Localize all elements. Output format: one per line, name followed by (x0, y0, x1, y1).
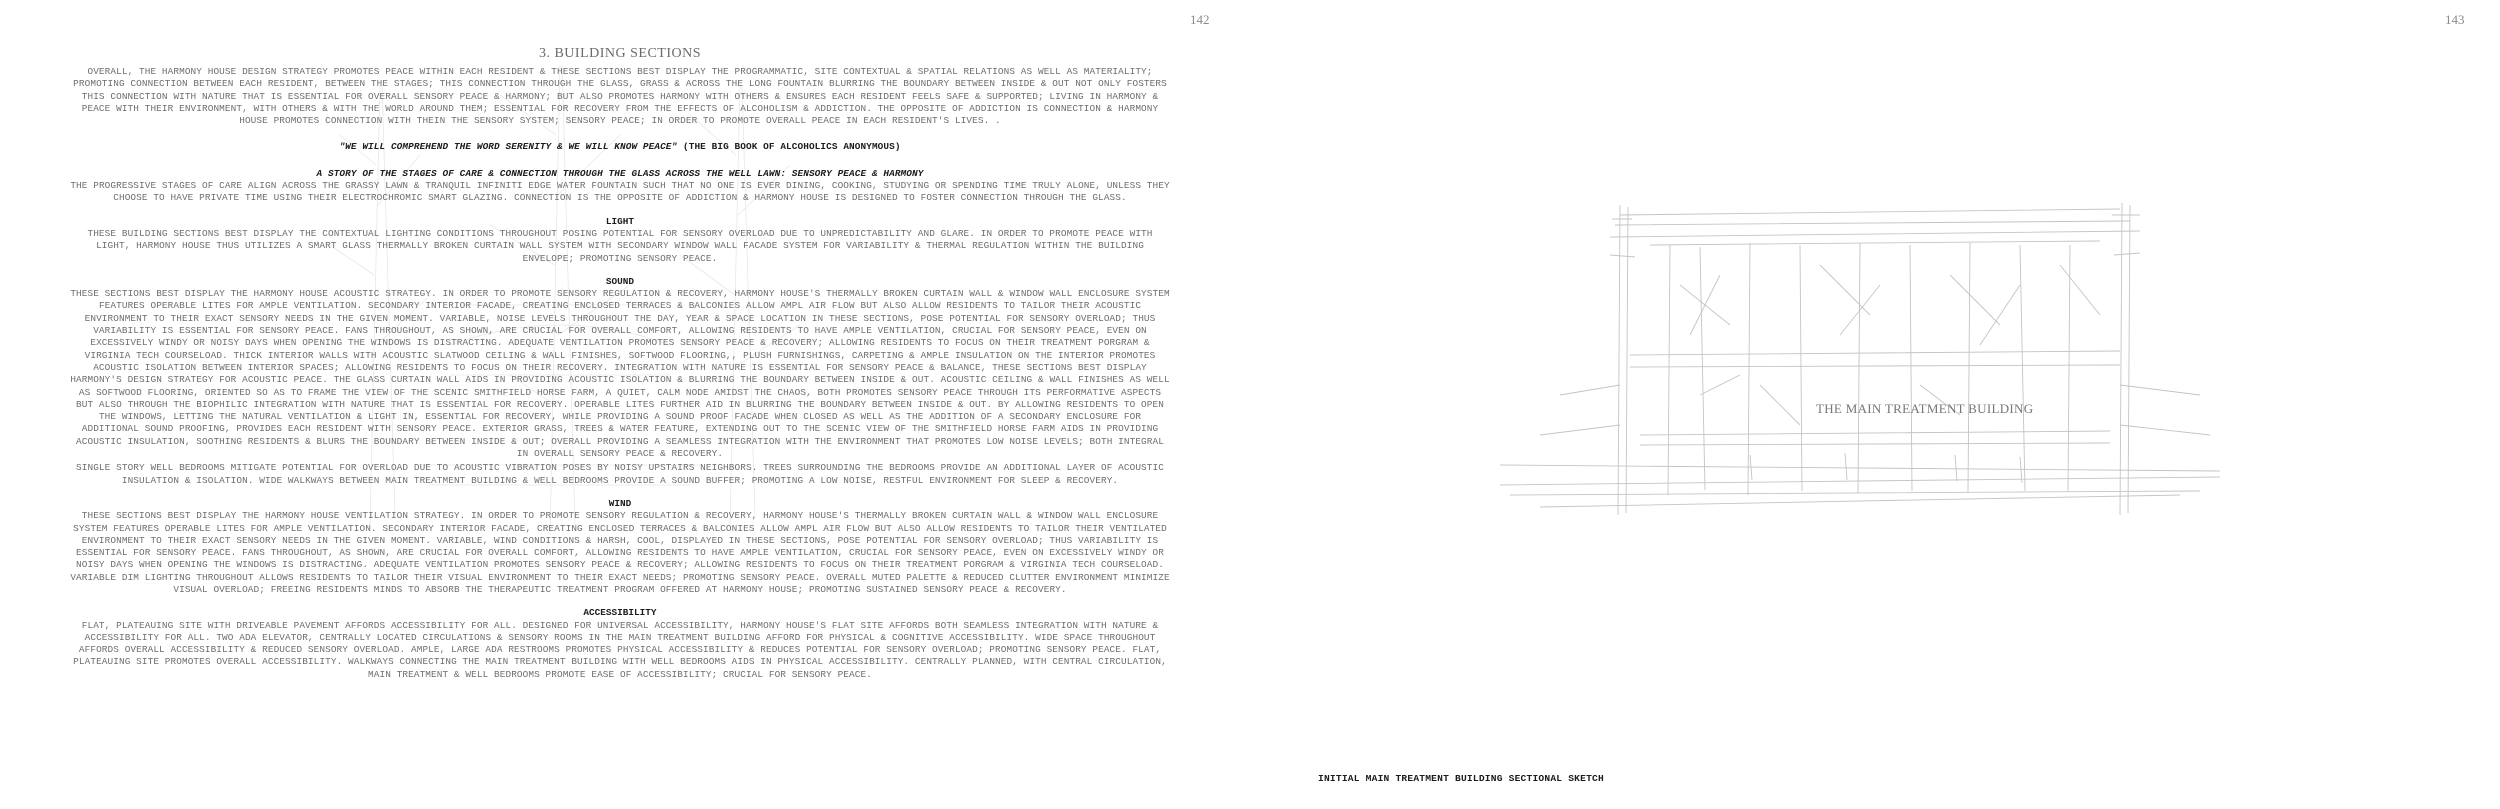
wind-paragraph: THESE SECTIONS BEST DISPLAY THE HARMONY HOUSE VENTILATION STRATEGY. IN ORDER TO PROMOTE SENSORY REGULATION & RECOVERY, HARMONY HOUSE'S THERMALLY BROKEN CURTAIN WALL & WINDOW WALL ENCLOSURE SYSTEM FEATURES OPERABLE LITES FOR AMPLE VENTILATION. SECONDARY INTERIOR FACADE, CREATING ENCLOSED TERRACES & BALCONIES ALLOW AMPL AIR FLOW BUT ALSO ALLOW RESIDENTS TO TAILOR THEIR VENTILATED ENVIRONMENT TO THEIR EXACT SENSORY NEEDS IN THE GIVEN MOMENT. VARIABLE, WIND CONDITIONS & HARSH, COOL, DISPLAYED IN THESE SECTIONS, POSE POTENTIAL FOR SENSORY OVERLOAD; THUS VARIABILITY IS ESSENTIAL FOR SENSORY PEACE. FANS THROUGHOUT, AS SHOWN, ARE CRUCIAL FOR OVERALL COMFORT, ALLOWING RESIDENTS TO HAVE AMPLE VENTILATION, CRUCIAL FOR SENSORY PEACE, EVEN ON EXCESSIVELY WINDY OR NOISY DAYS WHEN OPENING THE WINDOWS IS DISTRACTING. ADEQUATE VENTILATION PROMOTES SENSORY PEACE & RECOVERY; ALLOWING RESIDENTS TO FOCUS ON THEIR TREATMENT PORGRAM & VIRGINIA TECH COURSELOAD. VARIABLE DIM LIGHTING THROUGHOUT ALLOWS RESIDENTS TO TAILOR THEIR VISUAL ENVIRONMENT TO THEIR EXACT NEEDS; PROMOTING SENSORY PEACE. OVERALL MUTED PALETTE & REDUCED CLUTTER ENVIRONMENT MINIMIZE VISUAL OVERLOAD; FREEING RESIDENTS MINDS TO ABSORB THE THERAPEUTIC TREATMENT PROGRAM OFFERED AT HARMONY HOUSE; PROMOTING SUSTAINED SENSORY PEACE & RECOVERY. (70, 510, 1170, 595)
page-number: 142 (1190, 12, 1210, 27)
accessibility-heading: ACCESSIBILITY (583, 607, 657, 619)
sketch-label: THE MAIN TREATMENT BUILDING (1816, 401, 2034, 416)
quote-text: "WE WILL COMPREHEND THE WORD SERENITY & WE WILL KNOW PEACE" (339, 141, 678, 153)
sound-paragraph: THESE SECTIONS BEST DISPLAY THE HARMONY HOUSE ACOUSTIC STRATEGY. IN ORDER TO PROMOTE SENSORY REGULATION & RECOVERY, HARMONY HOUSE'S THERMALLY BROKEN CURTAIN WALL & WINDOW WALL ENCLOSURE SYSTEM FEATURES OPERABLE LITES FOR AMPLE VENTILATION. SECONDARY INTERIOR FACADE, CREATING ENCLOSED TERRACES & BALCONIES ALLOW AMPL AIR FLOW BUT ALSO ALLOW RESIDENTS TO TAILOR THEIR ACOUSTIC ENVIRONMENT TO THEIR EXACT SENSORY NEEDS IN THE GIVEN MOMENT. VARIABLE, NOISE LEVELS THROUGHOUT THE DAY, YEAR & SPACE LOCATION IN THESE SECTIONS, POSE POTENTIAL FOR SENSORY OVERLOAD; THUS VARIABILITY IS ESSENTIAL FOR SENSORY PEACE. FANS THROUGHOUT, AS SHOWN, ARE CRUCIAL FOR OVERALL COMFORT, ALLOWING RESIDENTS TO HAVE AMPLE VENTILATION, CRUCIAL FOR SENSORY PEACE, EVEN ON EXCESSIVELY WINDY OR NOISY DAYS WHEN OPENING THE WINDOWS IS DISTRACTING. ADEQUATE VENTILATION PROMOTES SENSORY PEACE & RECOVERY; ALLOWING RESIDENTS TO FOCUS ON THEIR TREATMENT PORGRAM & VIRGINIA TECH COURSELOAD. THICK INTERIOR WALLS WITH ACOUSTIC SLATWOOD CEILING & WALL FINISHES, SOFTWOOD FLOORING,, PLUSH FURNISHINGS, CARPETING & AMPLE INSULATION ON THE INTERIOR PROMOTES ACOUSTIC ISOLATION BETWEEN INTERIOR SPACES; ALLOWING RESIDENTS TO FOCUS ON THEIR RECOVERY. INTEGRATION WITH NATURE IS ESSENTIAL FOR SENSORY PEACE & BALANCE, THESE SECTIONS BEST DISPLAY HARMONY'S DESIGN STRATEGY FOR ACOUSTIC PEACE. THE GLASS CURTAIN WALL AIDS IN PROVIDING ACOUSTIC ISOLATION & BLURRING THE BOUNDARY BETWEEN INSIDE & OUT. ACOUSTIC CEILING & WALL FINISHES AS WELL AS SOFTWOOD FLOORING, ORIENTED SO AS TO FRAME THE VIEW OF THE SCENIC SMITHFIELD HORSE FARM, A QUIET, CALM NODE AMIDST THE CHAOS, BOTH PROMOTES SENSORY PEACE THROUGH ITS PERFORMATIVE ASPECTS BUT ALSO THROUGH THE BIOPHILIC INTEGRATION WITH NATURE THAT IS ESSENTIAL FOR RECOVERY. OPERABLE LITES FURTHER AID IN BLURRING THE BOUNDARY BETWEEN INSIDE & OUT. BY ALLOWING RESIDENTS TO OPEN THE WINDOWS, LETTING THE NATURAL VENTILATION & LIGHT IN, ESSENTIAL FOR RECOVERY, WHILE PROVIDING A SOUND PROOF FACADE WHEN CLOSED AS WELL AS THE ADDITION OF A SECONDARY ENCLOSURE FOR ADDITIONAL SOUND PROOFING, PROVIDES EACH RESIDENT WITH SENSORY PEACE. EXTERIOR GRASS, TREES & WATER FEATURE, EXTENDING OUT TO THE SCENIC VIEW OF THE SMITHFIELD HORSE FARM AIDS IN PROVIDING ACOUSTIC INSULATION, SOOTHING RESIDENTS & BLURS THE BOUNDARY BETWEEN INSIDE & OUT; OVERALL PROVIDING A SEAMLESS INTEGRATION WITH THE ENVIRONMENT THAT PROMOTES LOW NOISE LEVELS; BOTH INTEGRAL IN OVERALL SENSORY PEACE & RECOVERY. (70, 288, 1170, 460)
section-sketch (1500, 195, 2220, 565)
right-page (1250, 0, 2500, 809)
light-heading: LIGHT (605, 215, 635, 227)
main-text-column (70, 46, 1170, 692)
story-heading: A STORY OF THE STAGES OF CARE & CONNECTION THROUGH THE GLASS ACROSS THE WELL LAWN: SENSORY PEACE & HARMONY (316, 167, 924, 179)
light-paragraph: THESE BUILDING SECTIONS BEST DISPLAY THE CONTEXTUAL LIGHTING CONDITIONS THROUGHOUT POSING POTENTIAL FOR SENSORY OVERLOAD DUE TO UNPREDICTABILITY AND GLARE. IN ORDER TO PROMOTE PEACE WITH LIGHT, HARMONY HOUSE THUS UTILIZES A SMART GLASS THERMALLY BROKEN CURTAIN WALL SYSTEM WITH SECONDARY WINDOW WALL FACADE SYSTEM FOR VARIABILITY & THERMAL REGULATION WITHIN THE BUILDING ENVELOPE; PROMOTING SENSORY PEACE. (87, 227, 1153, 264)
sound-paragraph-2: SINGLE STORY WELL BEDROOMS MITIGATE POTENTIAL FOR OVERLOAD DUE TO ACOUSTIC VIBRATION POSES BY NOISY UPSTAIRS NEIGHBORS. TREES SURROUNDING THE BEDROOMS PROVIDE AN ADDITIONAL LAYER OF ACOUSTIC INSULATION & ISOLATION. WIDE WALKWAYS BETWEEN MAIN TREATMENT BUILDING & WELL BEDROOMS PROVIDE A SOUND BUFFER; PROMOTING A LOW NOISE, RESTFUL ENVIRONMENT FOR SLEEP & RECOVERY. (76, 462, 1164, 486)
figure-caption: INITIAL MAIN TREATMENT BUILDING SECTIONAL SKETCH (1318, 773, 1604, 784)
sound-section (70, 276, 1170, 487)
wind-heading: WIND (608, 497, 632, 509)
intro-paragraph: OVERALL, THE HARMONY HOUSE DESIGN STRATEGY PROMOTES PEACE WITHIN EACH RESIDENT & THESE SECTIONS BEST DISPLAY THE PROGRAMMATIC, SITE CONTEXTUAL & SPATIAL RELATIONS AS WELL AS MATERIALITY; PROMOTING CONNECTION BETWEEN EACH RESIDENT, BETWEEN THE STAGES; THIS CONNECTION THROUGH THE GLASS, GRASS & ACROSS THE LONG FOUNTAIN BLURRING THE BOUNDARY BETWEEN INSIDE & OUT NOT ONLY FOSTERS THIS CONNECTION WITH NATURE THAT IS ESSENTIAL FOR OVERALL SENSORY PEACE & HARMONY; BUT ALSO PROMOTES HARMONY WITH OTHERS & ENSURES EACH RESIDENT FEELS SAFE & SUPPORTED; LIVING IN HARMONY & PEACE WITH THEIR ENVIRONMENT, WITH OTHERS & WITH THE WORLD AROUND THEM; ESSENTIAL FOR RECOVERY FROM THE EFFECTS OF ALCOHOLISM & ADDICTION. THE OPPOSITE OF ADDICTION IS CONNECTION & HARMONY HOUSE PROMOTES CONNECTION WITH THEIN THE SENSORY SYSTEM; SENSORY PEACE; IN ORDER TO PROMOTE OVERALL PEACE IN EACH RESIDENT'S LIVES. . (73, 66, 1167, 127)
story-paragraph: THE PROGRESSIVE STAGES OF CARE ALIGN ACROSS THE GRASSY LAWN & TRANQUIL INFINITI EDGE WATER FOUNTAIN SUCH THAT NO ONE IS EVER DINING, COOKING, STUDYING OR SPENDING TIME TRULY ALONE, UNLESS THEY CHOOSE TO HAVE PRIVATE TIME USING THEIR ELECTROCHROMIC SMART GLAZING. CONNECTION IS THE OPPOSITE OF ADDICTION & HARMONY HOUSE IS DESIGNED TO FOSTER CONNECTION THROUGH THE GLASS. (70, 180, 1170, 204)
light-section (70, 216, 1170, 265)
sound-heading: SOUND (605, 275, 635, 287)
quote (70, 141, 1170, 153)
story-section (70, 168, 1170, 205)
wind-section (70, 498, 1170, 596)
accessibility-paragraph: FLAT, PLATEAUING SITE WITH DRIVEABLE PAVEMENT AFFORDS ACCESSIBILITY FOR ALL. DESIGNED FOR UNIVERSAL ACCESSIBILITY, HARMONY HOUSE'S FLAT SITE AFFORDS BOTH SEAMLESS INTEGRATION WITH NATURE & ACCESSIBILITY FOR ALL. TWO ADA ELEVATOR, CENTRALLY LOCATED CIRCULATIONS & SENSORY ROOMS IN THE MAIN TREATMENT BUILDING AFFORD FOR PHYSICAL & COGNITIVE ACCESSIBILITY. WIDE SPACE THROUGHOUT AFFORDS OVERALL ACCESSIBILITY & REDUCED SENSORY OVERLOAD. AMPLE, LARGE ADA RESTROOMS PROMOTES PHYSICAL ACCESSIBILITY & REDUCES POTENTIAL FOR SENSORY OVERLOAD; PROMOTING SENSORY PEACE. FLAT, PLATEAUING SITE PROMOTES OVERALL ACCESSIBILITY. WALKWAYS CONNECTING THE MAIN TREATMENT BUILDING WITH WELL BEDROOMS AIDS IN PHYSICAL ACCESSIBILITY. CENTRALLY PLANNED, WITH CENTRAL CIRCULATION, MAIN TREATMENT & WELL BEDROOMS PROMOTE EASE OF ACCESSIBILITY; CRUCIAL FOR SENSORY PEACE. (73, 619, 1167, 680)
accessibility-section (70, 607, 1170, 681)
page-number: 143 (2445, 12, 2465, 27)
quote-source: (THE BIG BOOK OF ALCOHOLICS ANONYMOUS) (677, 141, 901, 153)
section-title: 3. BUILDING SECTIONS (538, 46, 702, 61)
